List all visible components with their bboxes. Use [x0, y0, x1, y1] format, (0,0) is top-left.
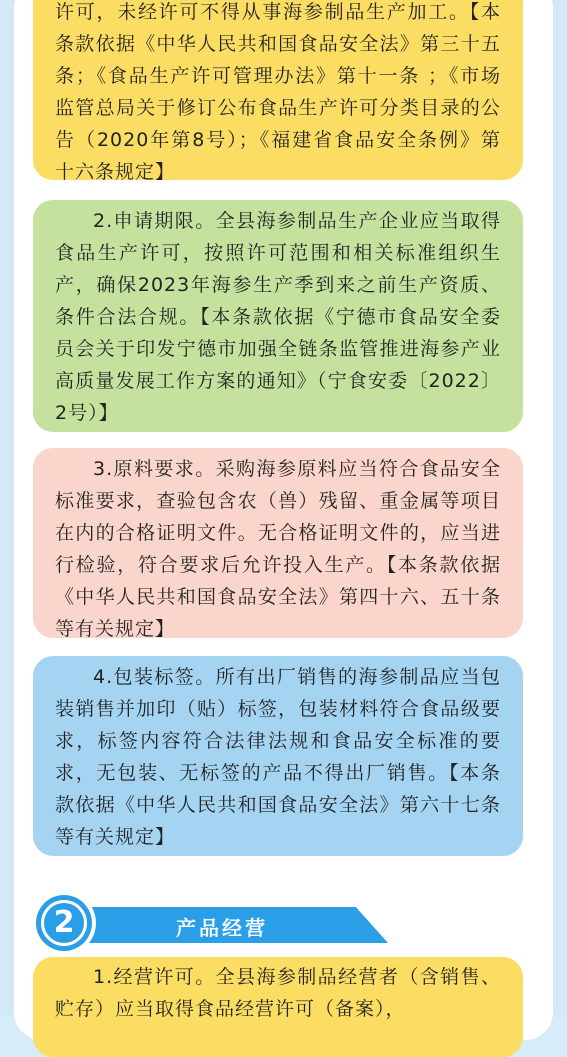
clause-card-raw-material — [33, 448, 523, 638]
clause-card-production-license — [33, 0, 523, 183]
clause-text: 4.包装标签。所有出厂销售的海参制品应当包装销售并加印（贴）标签，包装材料符合食品级要求，标签内容符合法律法规和食品安全标准的要求，无包装、无标签的产品不得出厂销售。【本条款依据《中华人民共和国食品安全法》第六十七条等有关规定】 — [55, 666, 501, 848]
clause-card-application-deadline — [33, 200, 523, 432]
clause-text: 3.原料要求。采购海参原料应当符合食品安全标准要求，查验包含农（兽）残留、重金属等项目在内的合格证明文件。无合格证明文件的，应当进行检验，符合要求后允许投入生产。【本条款依据《中华人民共和国食品安全法》第四十六、五十条等有关规定】 — [55, 458, 501, 640]
section-number-badge — [36, 895, 92, 951]
section-title: 产品经营 — [176, 916, 268, 940]
clause-card-operation-license — [33, 957, 523, 1057]
clause-text: 2.申请期限。全县海参制品生产企业应当取得食品生产许可，按照许可范围和相关标准组织生产，确保2023年海参生产季到来之前生产资质、条件合法合规。【本条款依据《宁德市食品安全委员会关于印发宁德市加强全链条监管推进海参产业高质量发展工作方案的通知》（宁食安委〔2022〕2号）】 — [55, 210, 501, 424]
clause-card-packaging-label — [33, 656, 523, 856]
clause-text: 1.经营许可。全县海参制品经营者（含销售、贮存）应当取得食品经营许可（备案）， — [55, 966, 501, 1020]
section-header-product-operation — [36, 895, 396, 955]
clause-text: 许可，未经许可不得从事海参制品生产加工。【本条款依据《中华人民共和国食品安全法》第三十五条；《食品生产许可管理办法》第十一条 ；《市场监管总局关于修订公布食品生产许可分类目录的公告（2020年第8号）；《福建省食品安全条例》第十六条规定】 — [55, 1, 501, 183]
section-number: 2 — [41, 900, 87, 946]
